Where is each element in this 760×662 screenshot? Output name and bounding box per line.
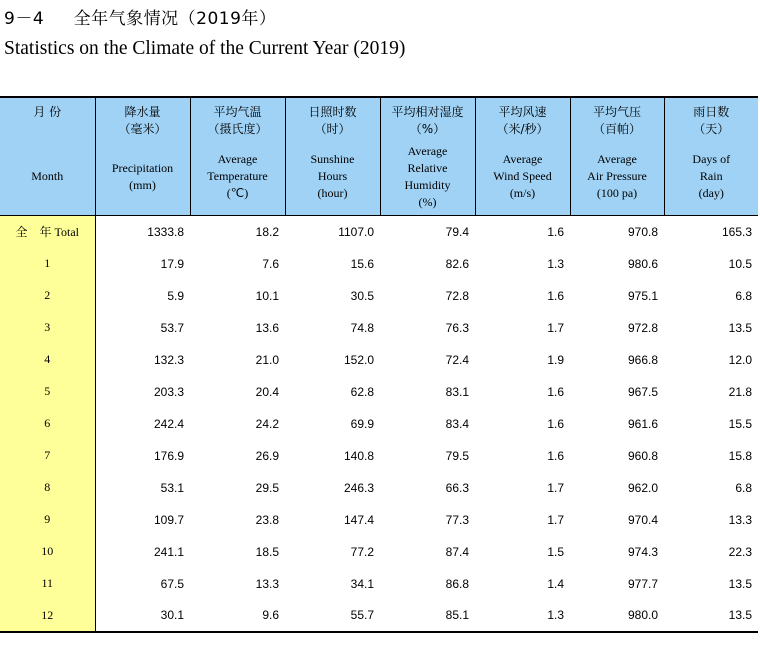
air-pressure-cell: 972.8 bbox=[627, 320, 658, 335]
header-en-line: Average bbox=[597, 152, 637, 166]
wind-speed-cell: 1.6 bbox=[547, 288, 564, 303]
relative-humidity-cell: 77.3 bbox=[445, 512, 469, 527]
header-cn-line: （毫米） bbox=[118, 122, 167, 136]
precipitation-cell: 67.5 bbox=[160, 576, 184, 591]
header-cn-line: 平均相对湿度 bbox=[391, 105, 464, 119]
air-pressure-cell: 970.8 bbox=[627, 224, 658, 239]
header-label-en bbox=[31, 168, 63, 185]
relative-humidity-cell: 83.4 bbox=[445, 416, 469, 431]
rain-days-cell: 13.3 bbox=[728, 512, 752, 527]
header-label-cn bbox=[571, 98, 664, 142]
table-row bbox=[0, 568, 758, 600]
sunshine-hours-cell: 74.8 bbox=[350, 320, 374, 335]
header-en-line: Average bbox=[217, 152, 258, 166]
header-rain-days bbox=[664, 97, 758, 216]
header-en-line: Temperature bbox=[207, 169, 268, 183]
header-en-line: (mm) bbox=[129, 177, 156, 192]
sunshine-hours-cell: 1107.0 bbox=[338, 224, 374, 239]
month-cell: 12 bbox=[0, 600, 95, 632]
header-en-line: Sunshine bbox=[310, 152, 355, 166]
wind-speed-cell: 1.4 bbox=[547, 576, 564, 591]
header-label-en bbox=[310, 151, 354, 202]
relative-humidity-cell: 72.4 bbox=[445, 352, 469, 367]
rain-days-cell: 22.3 bbox=[728, 544, 752, 559]
header-en-line: Days of bbox=[692, 152, 731, 166]
sunshine-hours-cell: 34.1 bbox=[350, 576, 374, 591]
header-cn-line: （米/秒） bbox=[496, 122, 549, 136]
wind-speed-cell: 1.3 bbox=[547, 256, 564, 271]
sunshine-hours-cell: 55.7 bbox=[285, 600, 380, 632]
average-temperature-cell: 24.2 bbox=[255, 416, 279, 431]
header-en-line: Precipitation bbox=[111, 160, 174, 175]
header-month bbox=[0, 97, 95, 216]
air-pressure-cell: 975.1 bbox=[627, 288, 658, 303]
rain-days-cell: 21.8 bbox=[728, 384, 752, 399]
table-title-english: Statistics on the Climate of the Current Year (2019) bbox=[4, 38, 406, 59]
header-en-line: Average bbox=[407, 143, 448, 158]
relative-humidity-cell: 85.1 bbox=[380, 600, 475, 632]
header-label-en bbox=[493, 151, 552, 202]
month-cell: 3 bbox=[0, 312, 95, 344]
relative-humidity-cell: 87.4 bbox=[445, 544, 469, 559]
header-en-line: Air Pressure bbox=[587, 169, 647, 183]
header-label-cn bbox=[96, 98, 190, 142]
table-row-total bbox=[0, 216, 758, 248]
header-en-line: (%) bbox=[418, 194, 437, 209]
wind-speed-cell: 1.7 bbox=[547, 480, 564, 495]
header-average-temperature bbox=[190, 97, 285, 216]
month-cell: 8 bbox=[0, 472, 95, 504]
precipitation-cell: 53.1 bbox=[160, 480, 184, 495]
wind-speed-cell: 1.3 bbox=[475, 600, 570, 632]
air-pressure-cell: 980.6 bbox=[627, 256, 658, 271]
relative-humidity-cell: 76.3 bbox=[445, 320, 469, 335]
rain-days-cell: 165.3 bbox=[721, 224, 752, 239]
rain-days-cell: 13.5 bbox=[728, 576, 752, 591]
header-label-en bbox=[587, 151, 647, 202]
header-precipitation bbox=[95, 97, 190, 216]
precipitation-cell: 241.1 bbox=[153, 544, 184, 559]
header-cn-line: 降水量 bbox=[124, 105, 161, 119]
month-cell: 4 bbox=[0, 344, 95, 376]
header-en-line: Hours bbox=[317, 169, 348, 183]
precipitation-cell: 132.3 bbox=[153, 352, 184, 367]
header-air-pressure bbox=[570, 97, 664, 216]
header-label-en bbox=[112, 160, 173, 194]
average-temperature-cell: 10.1 bbox=[255, 288, 279, 303]
header-cn-line: 平均气压 bbox=[592, 105, 641, 119]
air-pressure-cell: 966.8 bbox=[627, 352, 658, 367]
header-en-line: (100 pa) bbox=[596, 186, 638, 200]
relative-humidity-cell: 79.5 bbox=[445, 448, 469, 463]
rain-days-cell: 6.8 bbox=[735, 288, 752, 303]
climate-statistics-table bbox=[0, 96, 758, 633]
precipitation-cell: 203.3 bbox=[153, 384, 184, 399]
precipitation-cell: 17.9 bbox=[160, 256, 184, 271]
wind-speed-cell: 1.6 bbox=[547, 448, 564, 463]
table-row bbox=[0, 440, 758, 472]
precipitation-cell: 1333.8 bbox=[147, 224, 184, 239]
average-temperature-cell: 26.9 bbox=[255, 448, 279, 463]
table-row bbox=[0, 280, 758, 312]
table-number: 9－4 bbox=[4, 9, 45, 29]
air-pressure-cell: 977.7 bbox=[627, 576, 658, 591]
header-sunshine-hours bbox=[285, 97, 380, 216]
header-en-line: (day) bbox=[698, 186, 724, 200]
table-row bbox=[0, 504, 758, 536]
air-pressure-cell: 967.5 bbox=[627, 384, 658, 399]
precipitation-cell: 176.9 bbox=[153, 448, 184, 463]
header-label-cn bbox=[381, 98, 475, 142]
rain-days-cell: 15.5 bbox=[728, 416, 752, 431]
wind-speed-cell: 1.7 bbox=[547, 512, 564, 527]
air-pressure-cell: 960.8 bbox=[627, 448, 658, 463]
header-en-line: Average bbox=[502, 152, 543, 166]
header-en-line: Month bbox=[31, 169, 64, 183]
precipitation-cell: 242.4 bbox=[153, 416, 184, 431]
precipitation-cell: 30.1 bbox=[95, 600, 190, 632]
average-temperature-cell: 7.6 bbox=[262, 256, 279, 271]
air-pressure-cell: 970.4 bbox=[627, 512, 658, 527]
table-row bbox=[0, 408, 758, 440]
sunshine-hours-cell: 69.9 bbox=[350, 416, 374, 431]
rain-days-cell: 13.5 bbox=[664, 600, 758, 632]
relative-humidity-cell: 86.8 bbox=[445, 576, 469, 591]
air-pressure-cell: 961.6 bbox=[627, 416, 658, 431]
air-pressure-cell: 974.3 bbox=[627, 544, 658, 559]
header-en-line: Humidity bbox=[404, 177, 451, 192]
month-cell: 全 年 Total bbox=[0, 216, 95, 248]
header-label-cn bbox=[286, 98, 380, 142]
average-temperature-cell: 18.2 bbox=[255, 224, 279, 239]
header-cn-line: 平均气温 bbox=[213, 105, 262, 119]
average-temperature-cell: 20.4 bbox=[255, 384, 279, 399]
header-cn-line: （百帕） bbox=[592, 122, 641, 136]
month-cell: 6 bbox=[0, 408, 95, 440]
table-row bbox=[0, 600, 758, 632]
average-temperature-cell: 13.6 bbox=[255, 320, 279, 335]
header-en-line: (℃) bbox=[226, 186, 249, 200]
month-cell: 7 bbox=[0, 440, 95, 472]
sunshine-hours-cell: 152.0 bbox=[343, 352, 374, 367]
header-label-cn bbox=[191, 98, 285, 142]
header-wind-speed bbox=[475, 97, 570, 216]
table-row bbox=[0, 472, 758, 504]
header-label-cn bbox=[665, 98, 759, 142]
average-temperature-cell: 9.6 bbox=[190, 600, 285, 632]
wind-speed-cell: 1.5 bbox=[547, 544, 564, 559]
header-cn-line: （天） bbox=[693, 122, 730, 136]
sunshine-hours-cell: 15.6 bbox=[350, 256, 374, 271]
header-label-cn bbox=[476, 98, 570, 142]
header-label-en bbox=[692, 151, 730, 202]
rain-days-cell: 6.8 bbox=[735, 480, 752, 495]
wind-speed-cell: 1.6 bbox=[547, 384, 564, 399]
relative-humidity-cell: 66.3 bbox=[445, 480, 469, 495]
header-cn-line: 月 份 bbox=[33, 105, 62, 119]
header-cn-line: 平均风速 bbox=[498, 105, 547, 119]
table-row bbox=[0, 248, 758, 280]
sunshine-hours-cell: 77.2 bbox=[350, 544, 374, 559]
sunshine-hours-cell: 246.3 bbox=[343, 480, 374, 495]
month-cell: 11 bbox=[0, 568, 95, 600]
precipitation-cell: 109.7 bbox=[153, 512, 184, 527]
month-cell: 2 bbox=[0, 280, 95, 312]
month-cell: 10 bbox=[0, 536, 95, 568]
average-temperature-cell: 23.8 bbox=[255, 512, 279, 527]
header-cn-line: 雨日数 bbox=[693, 105, 730, 119]
rain-days-cell: 10.5 bbox=[728, 256, 752, 271]
table-title-chinese bbox=[4, 4, 276, 29]
precipitation-cell: 53.7 bbox=[160, 320, 184, 335]
average-temperature-cell: 13.3 bbox=[255, 576, 279, 591]
header-en-line: (m/s) bbox=[509, 186, 536, 200]
relative-humidity-cell: 82.6 bbox=[445, 256, 469, 271]
sunshine-hours-cell: 147.4 bbox=[343, 512, 374, 527]
average-temperature-cell: 21.0 bbox=[255, 352, 279, 367]
header-en-line: (hour) bbox=[317, 186, 348, 200]
relative-humidity-cell: 72.8 bbox=[445, 288, 469, 303]
month-cell: 9 bbox=[0, 504, 95, 536]
wind-speed-cell: 1.6 bbox=[547, 224, 564, 239]
rain-days-cell: 15.8 bbox=[728, 448, 752, 463]
month-cell: 1 bbox=[0, 248, 95, 280]
table-row bbox=[0, 376, 758, 408]
header-cn-line: （时） bbox=[314, 122, 351, 136]
header-label-en bbox=[207, 151, 267, 202]
air-pressure-cell: 980.0 bbox=[570, 600, 664, 632]
header-label-cn bbox=[0, 98, 95, 142]
table-row bbox=[0, 536, 758, 568]
precipitation-cell: 5.9 bbox=[167, 288, 184, 303]
sunshine-hours-cell: 62.8 bbox=[350, 384, 374, 399]
sunshine-hours-cell: 30.5 bbox=[350, 288, 374, 303]
header-cn-line: （%） bbox=[409, 122, 446, 136]
average-temperature-cell: 18.5 bbox=[255, 544, 279, 559]
header-cn-line: （摄氏度） bbox=[207, 122, 268, 136]
average-temperature-cell: 29.5 bbox=[255, 480, 279, 495]
rain-days-cell: 12.0 bbox=[728, 352, 752, 367]
header-cn-line: 日照时数 bbox=[308, 105, 357, 119]
wind-speed-cell: 1.9 bbox=[547, 352, 564, 367]
header-en-line: Wind Speed bbox=[493, 169, 552, 183]
rain-days-cell: 13.5 bbox=[728, 320, 752, 335]
table-title-cn-text: 全年气象情况（2019年） bbox=[73, 9, 277, 29]
wind-speed-cell: 1.7 bbox=[547, 320, 564, 335]
table-header-row bbox=[0, 97, 758, 216]
relative-humidity-cell: 79.4 bbox=[445, 224, 469, 239]
wind-speed-cell: 1.6 bbox=[547, 416, 564, 431]
table-row bbox=[0, 312, 758, 344]
header-en-line: Rain bbox=[699, 169, 723, 183]
relative-humidity-cell: 83.1 bbox=[445, 384, 469, 399]
header-en-line: Relative bbox=[407, 160, 448, 175]
table-row bbox=[0, 344, 758, 376]
sunshine-hours-cell: 140.8 bbox=[343, 448, 374, 463]
air-pressure-cell: 962.0 bbox=[627, 480, 658, 495]
header-label-en bbox=[404, 143, 450, 211]
table-body bbox=[0, 216, 758, 632]
header-relative-humidity bbox=[380, 97, 475, 216]
month-cell: 5 bbox=[0, 376, 95, 408]
